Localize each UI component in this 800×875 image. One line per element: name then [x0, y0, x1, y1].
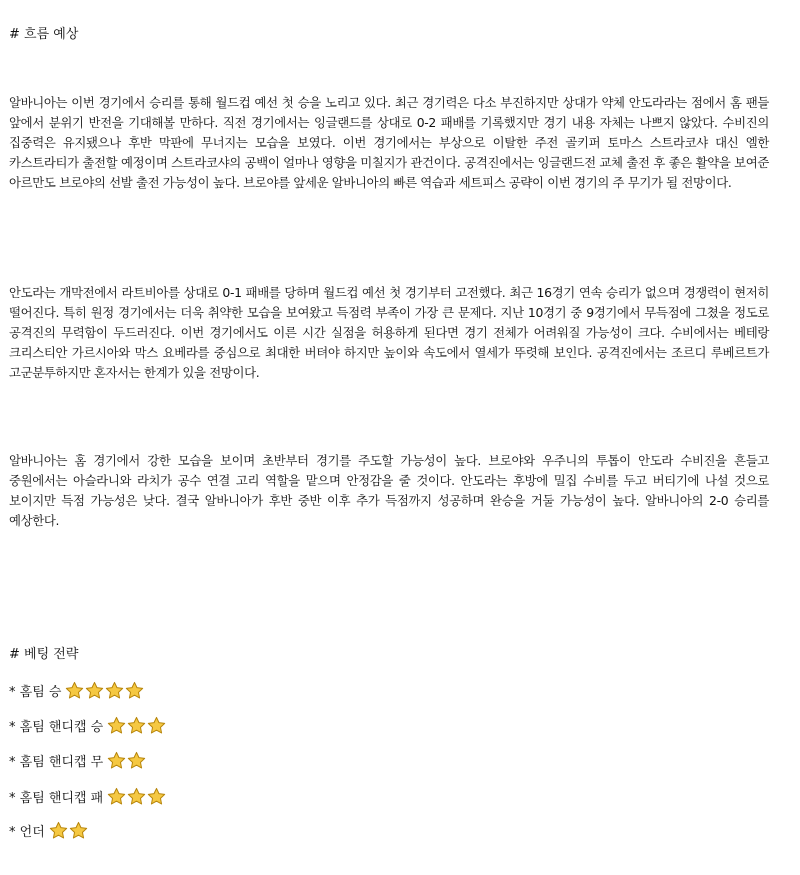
bet-item-under [9, 818, 88, 842]
star-rating [107, 787, 166, 806]
star-icon [107, 716, 126, 735]
star-icon [49, 821, 68, 840]
star-rating [107, 751, 146, 770]
star-icon [65, 681, 84, 700]
flow-heading: # 흐름 예상 [9, 27, 79, 42]
paragraph-andorra-outlook: 안도라는 개막전에서 라트비아를 상대로 0-1 패배를 당하며 월드컵 예선 첫 경기부터 고전했다. 최근 16경기 연속 승리가 없으며 경쟁력이 현저히 떨어진다. 특히 원정 경기에서는 더욱 취약한 모습을 보여왔고 득점력 부족이 가장 큰 문제다. 지난 10경기 중 9경기에서 무득점에 그쳤을 정도로 공격진의 무력함이 두드러진다. 이번 경기에서도 이른 시간 실점을 허용하게 된다면 경기 전체가 어려워질 가능성이 크다. 수비에서는 베테랑 크리스티안 가르시아와 막스 요베라를 중심으로 최대한 버텨야 하지만 높이와 속도에서 열세가 뚜렷해 보인다. 공격진에서는 조르디 루베르트가 고군분투하지만 혼자서는 한계가 있을 전망이다. [9, 285, 769, 380]
bet-label: * 홈팀 핸디캡 승 [9, 719, 104, 735]
bet-item-home-handicap-loss [9, 784, 166, 808]
star-icon [127, 751, 146, 770]
bet-label: * 홈팀 핸디캡 패 [9, 790, 104, 806]
star-icon [147, 787, 166, 806]
star-rating [65, 681, 144, 700]
star-icon [125, 681, 144, 700]
star-icon [105, 681, 124, 700]
star-icon [127, 787, 146, 806]
star-icon [69, 821, 88, 840]
star-icon [147, 716, 166, 735]
paragraph-albania-outlook: 알바니아는 이번 경기에서 승리를 통해 월드컵 예선 첫 승을 노리고 있다. 최근 경기력은 다소 부진하지만 상대가 약체 안도라라는 점에서 홈 팬들 앞에서 분위기 반전을 기대해볼 만하다. 직전 경기에서는 잉글랜드를 상대로 0-2 패배를 기록했지만 경기 내용 자체는 나쁘지 않았다. 수비진의 집중력은 유지됐으나 후반 막판에 무너지는 모습을 보였다. 이번 경기에서는 부상으로 이탈한 주전 골키퍼 토마스 스트라코샤 대신 엘한 카스트라티가 출전할 예정이며 스트라코샤의 공백이 얼마나 영향을 미칠지가 관건이다. 공격진에서는 잉글랜드전 교체 출전 후 좋은 활약을 보여준 아르만도 브로야의 선발 출전 가능성이 높다. 브로야를 앞세운 알바니아의 빠른 역습과 세트피스 공략이 이번 경기의 주 무기가 될 전망이다. [9, 95, 769, 190]
bet-label: * 홈팀 승 [9, 684, 62, 700]
star-rating [107, 716, 166, 735]
bet-label: * 언더 [9, 824, 45, 840]
betting-heading: # 베팅 전략 [9, 647, 79, 662]
star-icon [107, 751, 126, 770]
star-icon [127, 716, 146, 735]
bet-label: * 홈팀 핸디캡 무 [9, 754, 104, 770]
bet-item-home-win [9, 678, 144, 702]
star-icon [85, 681, 104, 700]
star-icon [107, 787, 126, 806]
bet-item-home-handicap-draw [9, 748, 146, 772]
paragraph-match-prediction: 알바니아는 홈 경기에서 강한 모습을 보이며 초반부터 경기를 주도할 가능성이 높다. 브로야와 우주니의 투톱이 안도라 수비진을 흔들고 중원에서는 아슬라니와 라치가 공수 연결 고리 역할을 맡으며 안정감을 줄 것이다. 안도라는 후방에 밀집 수비를 두고 버티기에 나설 것으로 보이지만 득점 가능성은 낮다. 결국 알바니아가 후반 중반 이후 추가 득점까지 성공하며 완승을 거둘 가능성이 높다. 알바니아의 2-0 승리를 예상한다. [9, 453, 769, 528]
star-rating [49, 821, 88, 840]
bet-item-home-handicap-win [9, 713, 166, 737]
